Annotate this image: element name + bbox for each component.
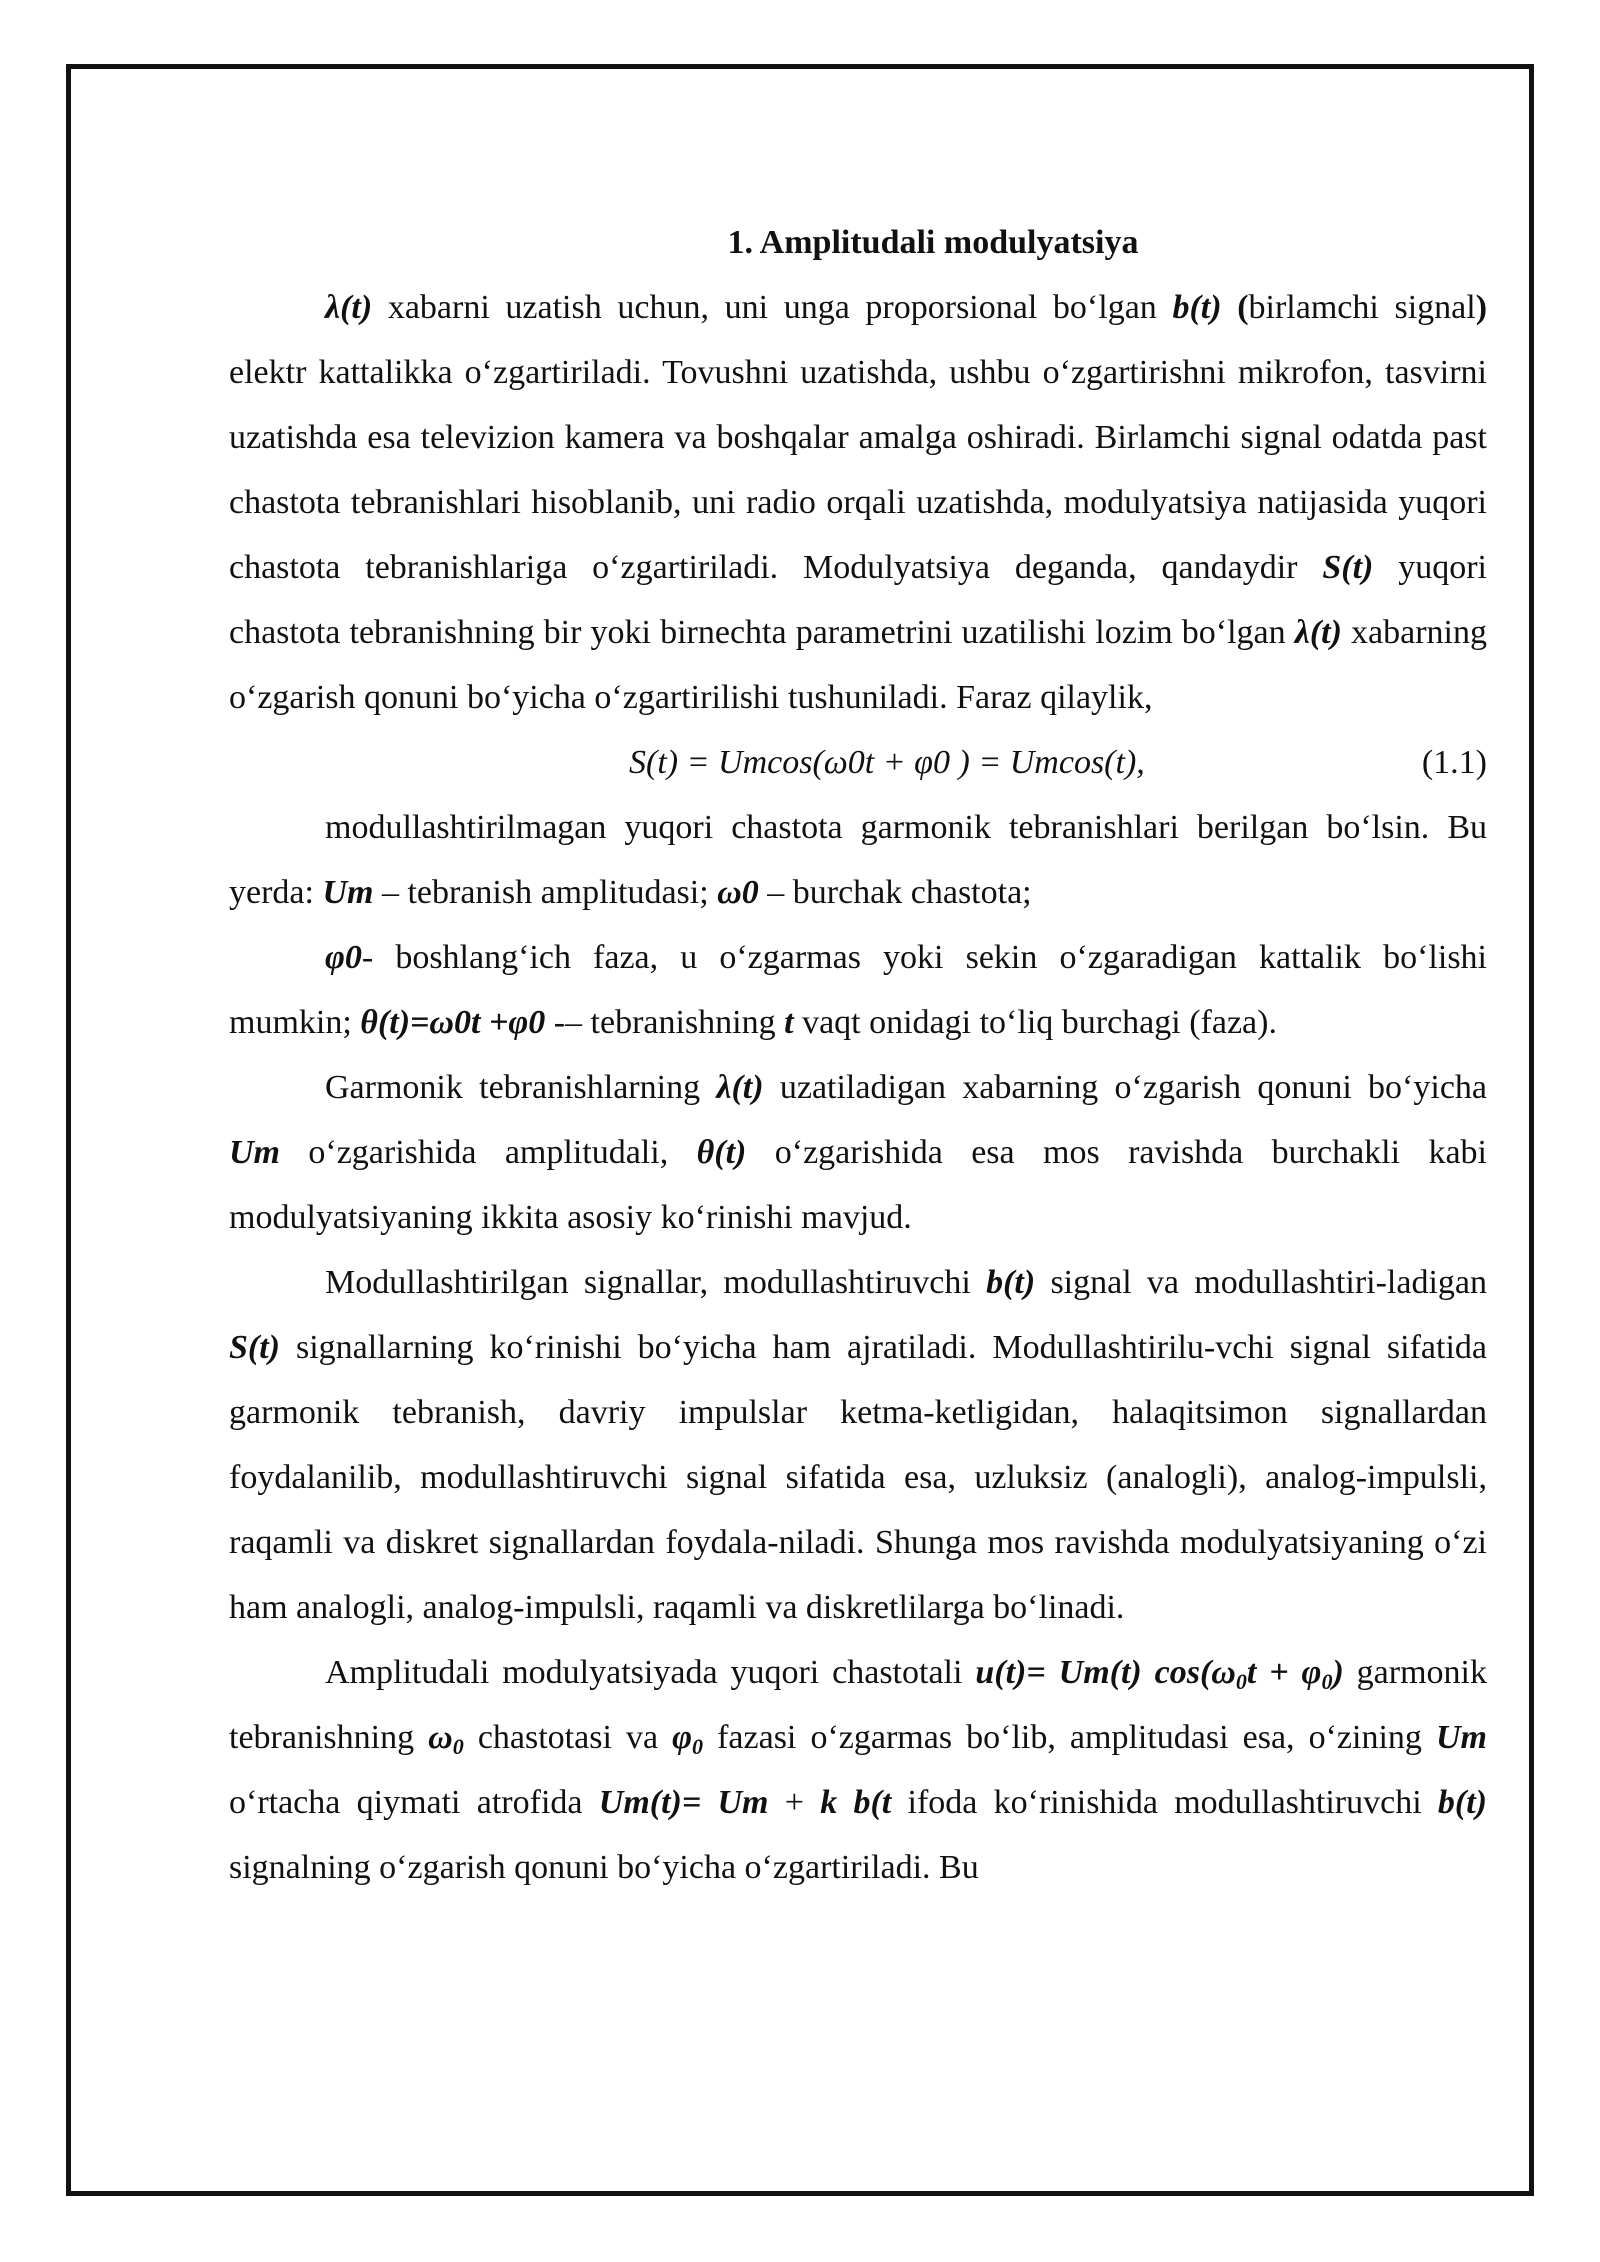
text: signalning o‘zgarish qonuni bo‘yicha o‘zgartiriladi. Bu <box>229 1849 979 1886</box>
text: Amplitudali modulyatsiyada yuqori chastotali <box>325 1654 976 1691</box>
text: o‘zgarishida esa mos ravishda burchakli kabi modulyatsiyaning ikkita asosiy ko‘rinishi mavjud. <box>229 1134 1488 1236</box>
text: yuqori chastota tebranishning bir yoki birnechta parametrini uzatilishi lozim bo‘lgan <box>229 549 1487 651</box>
text: birlamchi signal <box>1248 289 1476 326</box>
subscript: 0 <box>692 1734 704 1759</box>
paragraph-3 <box>229 925 1487 1055</box>
text: ifoda ko‘rinishida modullashtiruvchi <box>891 1784 1438 1821</box>
text: – burchak chastota; <box>758 874 1032 911</box>
text: u(t)= Um(t) cos(ω <box>975 1654 1236 1691</box>
paragraph-2 <box>229 795 1487 925</box>
text: signallarning ko‘rinishi bo‘yicha ham ajratiladi. Modullashtirilu-vchi signal sifatida garmonik tebranish, davriy impulslar ketma-ketligidan, halaqitsimon signallardan foydalanilib, modullashtiruvchi signal sifatida esa, uzluksiz (analogli), analog-impulsli, raqamli va diskret signallardan foydala-niladi. Shunga mos ravishda modulyatsiyaning o‘zi ham analogli, analog-impulsli, raqamli va diskretlilarga bo‘linadi. <box>229 1329 1487 1626</box>
text: signal va modullashtiri-ladigan <box>1035 1264 1487 1301</box>
paragraph-6 <box>229 1640 1487 1900</box>
text: -– tebranishning <box>545 1004 785 1041</box>
symbol-b: b(t) <box>1172 289 1222 326</box>
text: – tebranish amplitudasi; <box>373 874 718 911</box>
text: o‘zgarishida amplitudali, <box>280 1134 697 1171</box>
symbol-lambda: λ(t) <box>716 1069 764 1106</box>
symbol-theta-expression: θ(t)=ω0t +φ0 <box>360 1004 546 1041</box>
symbol-um: Um <box>229 1134 280 1171</box>
formula-expression: S(t) = Umcos(ω0t + φ0 ) = Umcos(t), <box>629 744 1145 781</box>
text: φ <box>672 1719 693 1756</box>
symbol-omega: ω0 <box>717 874 759 911</box>
text: xabarni uzatish uchun, uni unga proporsional bo‘lgan <box>372 289 1173 326</box>
text: - boshlang‘ich faza, u o‘zgarmas yoki sekin o‘zgaradigan kattalik bo‘lishi mumkin; <box>229 939 1487 1041</box>
symbol-theta: θ(t) <box>696 1134 747 1171</box>
formula-1-1 <box>229 730 1487 795</box>
paren-open: ( <box>1237 289 1249 326</box>
symbol-um: Um <box>1436 1719 1487 1756</box>
text: xabarning o‘zgarish qonuni bo‘yicha o‘zgartirilishi tushuniladi. Faraz qilaylik, <box>229 614 1488 716</box>
paragraph-5 <box>229 1250 1487 1640</box>
text: vaqt onidagi to‘liq burchagi (faza). <box>793 1004 1277 1041</box>
document-body <box>229 210 1487 1900</box>
symbol-omega0 <box>428 1719 464 1759</box>
text: + <box>768 1784 821 1821</box>
symbol-phi0 <box>672 1719 704 1759</box>
text: Modullashtirilgan signallar, modullashtiruvchi <box>325 1264 987 1301</box>
symbol-lambda: λ(t) <box>1294 614 1342 651</box>
formula-um-t: Um(t)= Um <box>598 1784 769 1821</box>
subscript: 0 <box>1321 1669 1333 1694</box>
text: modullashtirilmagan yuqori chastota garmonik tebranishlari berilgan bo‘lsin. Bu yerda: <box>229 809 1487 911</box>
paren-close: ) <box>1475 289 1488 326</box>
paragraph-4 <box>229 1055 1487 1250</box>
subscript: 0 <box>1235 1669 1247 1694</box>
text: t + φ <box>1246 1654 1322 1691</box>
symbol-b: b(t) <box>986 1264 1036 1301</box>
text: uzatiladigan xabarning o‘zgarish qonuni bo‘yicha <box>763 1069 1488 1106</box>
text: fazasi o‘zgarmas bo‘lib, amplitudasi esa, o‘zining <box>703 1719 1436 1756</box>
text: ) <box>1332 1654 1344 1691</box>
symbol-um: Um <box>322 874 374 911</box>
text: o‘rtacha qiymati atrofida <box>229 1784 599 1821</box>
section-title: 1. Amplitudali modulyatsiya <box>727 224 1139 261</box>
text: garmonik tebranishning <box>229 1654 1487 1756</box>
symbol-phi: φ0 <box>325 939 362 976</box>
paragraph-1 <box>229 275 1487 730</box>
text: elektr kattalikka o‘zgartiriladi. Tovushni uzatishda, ushbu o‘zgartirishni mikrofon, tasvirni uzatishda esa televizion kamera va boshqalar amalga oshiradi. Birlamchi signal odatda past chastota tebranishlari hisoblanib, uni radio orqali uzatishda, modulyatsiya natijasida yuqori chastota tebranishlariga o‘zgartiriladi. Modulyatsiya deganda, qandaydir <box>229 354 1487 586</box>
symbol-s: S(t) <box>1322 549 1374 586</box>
text <box>1222 289 1238 326</box>
symbol-lambda: λ(t) <box>325 289 373 326</box>
symbol-s: S(t) <box>229 1329 280 1366</box>
text: Garmonik tebranishlarning <box>325 1069 717 1106</box>
symbol-t: t <box>784 1004 794 1041</box>
text: ω <box>428 1719 453 1756</box>
formula-k-b: k b(t <box>820 1784 892 1821</box>
symbol-b: b(t) <box>1437 1784 1487 1821</box>
formula-number: (1.1) <box>1421 744 1487 781</box>
subscript: 0 <box>452 1734 464 1759</box>
formula-u <box>975 1654 1344 1694</box>
text: chastotasi va <box>463 1719 673 1756</box>
